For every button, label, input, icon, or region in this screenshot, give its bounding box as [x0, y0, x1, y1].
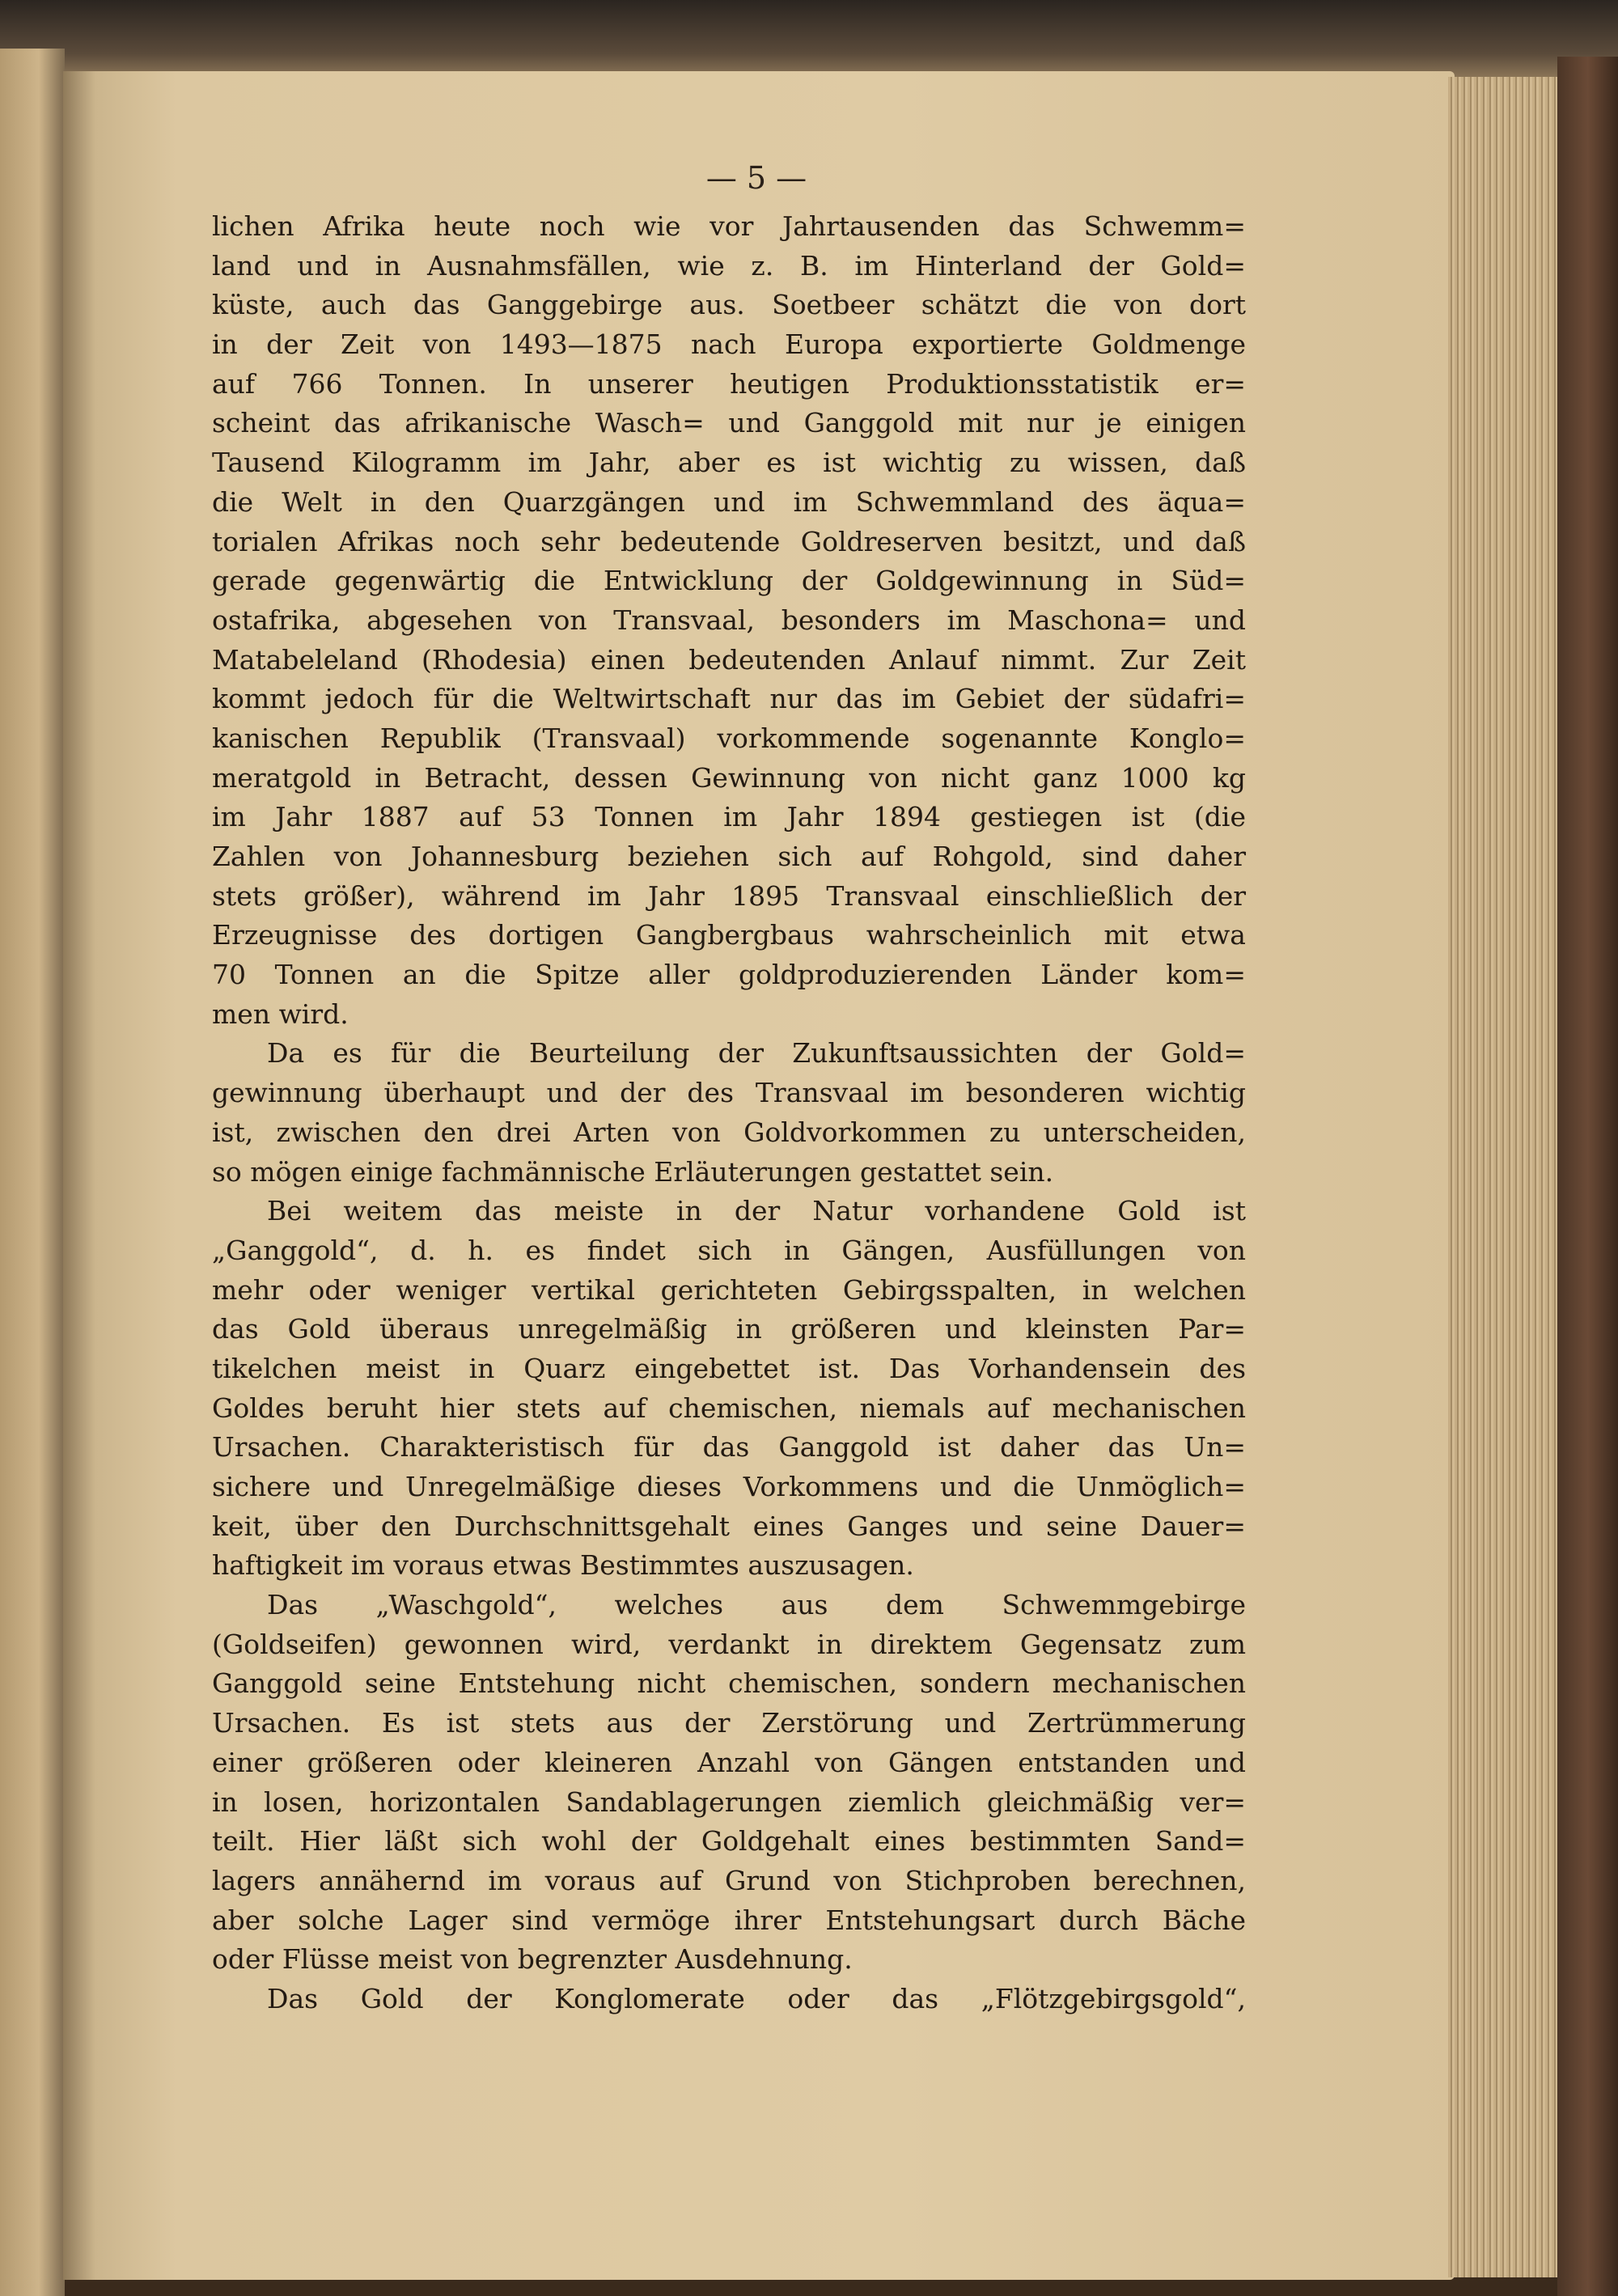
body-text: [212, 207, 1246, 2019]
text-line: Das Gold der Konglomerate oder das „Flötzgebirgsgold“,: [267, 1982, 1246, 2014]
text-line: Zahlen von Johannesburg beziehen sich auf Rohgold, sind daher: [212, 841, 1246, 872]
text-line: die Welt in den Quarzgängen und im Schwemmland des äqua=: [212, 485, 1246, 518]
text-line: gewinnung überhaupt und der des Transvaal im besonderen wichtig: [212, 1077, 1246, 1109]
text-line: 70 Tonnen an die Spitze aller goldproduzierenden Länder kom=: [212, 959, 1246, 991]
text-line: Bei weitem das meiste in der Natur vorhandene Gold ist: [267, 1195, 1246, 1227]
text-line: gerade gegenwärtig die Entwicklung der Goldgewinnung in Süd=: [212, 565, 1246, 597]
text-line: kanischen Republik (Transvaal) vorkommende sogenannte Konglo=: [212, 722, 1246, 754]
page-number: — 5 —: [705, 160, 807, 196]
scan-top-edge: [0, 0, 1618, 77]
text-line: torialen Afrikas noch sehr bedeutende Goldreserven besitzt, und daß: [212, 525, 1246, 557]
text-line: Ursachen. Es ist stets aus der Zerstörung und Zertrümmerung: [212, 1707, 1246, 1739]
text-line: in der Zeit von 1493—1875 nach Europa exportierte Goldmenge: [212, 328, 1246, 361]
text-line: lagers annähernd im voraus auf Grund von Stichproben berechnen,: [212, 1864, 1246, 1896]
text-line: küste, auch das Ganggebirge aus. Soetbeer schätzt die von dort: [212, 289, 1246, 321]
facing-page-edge: [0, 49, 65, 2296]
text-line: land und in Ausnahmsfällen, wie z. B. im Hinterland der Gold=: [212, 249, 1246, 282]
text-line: auf 766 Tonnen. In unserer heutigen Produktionsstatistik er=: [212, 367, 1246, 400]
text-line: tikelchen meist in Quarz eingebettet ist. Das Vorhandensein des: [212, 1352, 1246, 1384]
text-line: oder Flüsse meist von begrenzter Ausdehnung.: [212, 1943, 853, 1976]
text-line: einer größeren oder kleineren Anzahl von Gängen entstanden und: [212, 1746, 1246, 1778]
text-line: Goldes beruht hier stets auf chemischen, niemals auf mechanischen: [212, 1392, 1246, 1424]
text-line: Ursachen. Charakteristisch für das Ganggold ist daher das Un=: [212, 1431, 1246, 1464]
paragraph: [212, 1034, 1246, 1192]
text-line: Ganggold seine Entstehung nicht chemischen, sondern mechanischen: [212, 1667, 1246, 1700]
text-line: Erzeugnisse des dortigen Gangbergbaus wahrscheinlich mit etwa: [212, 919, 1246, 951]
text-line: haftigkeit im voraus etwas Bestimmtes auszusagen.: [212, 1549, 914, 1582]
text-line: lichen Afrika heute noch wie vor Jahrtausenden das Schwemm=: [212, 210, 1246, 242]
text-line: in losen, horizontalen Sandablagerungen ziemlich gleichmäßig ver=: [212, 1786, 1246, 1818]
paragraph: [212, 1980, 1246, 2019]
text-line: mehr oder weniger vertikal gerichteten Gebirgsspalten, in welchen: [212, 1273, 1246, 1306]
page-edges: [1448, 77, 1561, 2277]
paragraph: [212, 1586, 1246, 1980]
text-line: das Gold überaus unregelmäßig in größeren und kleinsten Par=: [212, 1313, 1246, 1345]
text-line: ostafrika, abgesehen von Transvaal, besonders im Maschona= und: [212, 604, 1246, 636]
text-line: so mögen einige fachmännische Erläuterungen gestattet sein.: [212, 1155, 1054, 1188]
text-line: Da es für die Beurteilung der Zukunftsaussichten der Gold=: [267, 1037, 1246, 1070]
text-line: kommt jedoch für die Weltwirtschaft nur das im Gebiet der südafri=: [212, 683, 1246, 715]
text-line: keit, über den Durchschnittsgehalt eines Ganges und seine Dauer=: [212, 1510, 1246, 1542]
text-line: scheint das afrikanische Wasch= und Ganggold mit nur je einigen: [212, 407, 1246, 439]
text-line: im Jahr 1887 auf 53 Tonnen im Jahr 1894 gestiegen ist (die: [212, 801, 1246, 833]
text-line: sichere und Unregelmäßige dieses Vorkommens und die Unmöglich=: [212, 1471, 1246, 1502]
text-line: (Goldseifen) gewonnen wird, verdankt in direktem Gegensatz zum: [212, 1628, 1246, 1660]
text-line: meratgold in Betracht, dessen Gewinnung von nicht ganz 1000 kg: [212, 761, 1246, 794]
text-line: men wird.: [212, 998, 349, 1030]
paragraph: [212, 1192, 1246, 1586]
paragraph: [212, 207, 1246, 1034]
text-line: „Ganggold“, d. h. es findet sich in Gängen, Ausfüllungen von: [212, 1234, 1246, 1266]
book-cover: [1557, 57, 1618, 2296]
text-line: Matabeleland (Rhodesia) einen bedeutenden Anlauf nimmt. Zur Zeit: [212, 643, 1246, 676]
text-line: Das „Waschgold“, welches aus dem Schwemmgebirge: [267, 1589, 1246, 1621]
text-line: aber solche Lager sind vermöge ihrer Entstehungsart durch Bäche: [212, 1904, 1246, 1936]
text-line: teilt. Hier läßt sich wohl der Goldgehalt eines bestimmten Sand=: [212, 1825, 1246, 1858]
text-line: Tausend Kilogramm im Jahr, aber es ist wichtig zu wissen, daß: [212, 447, 1246, 479]
text-line: ist, zwischen den drei Arten von Goldvorkommen zu unterscheiden,: [212, 1116, 1246, 1148]
text-line: stets größer), während im Jahr 1895 Transvaal einschließlich der: [212, 879, 1246, 912]
